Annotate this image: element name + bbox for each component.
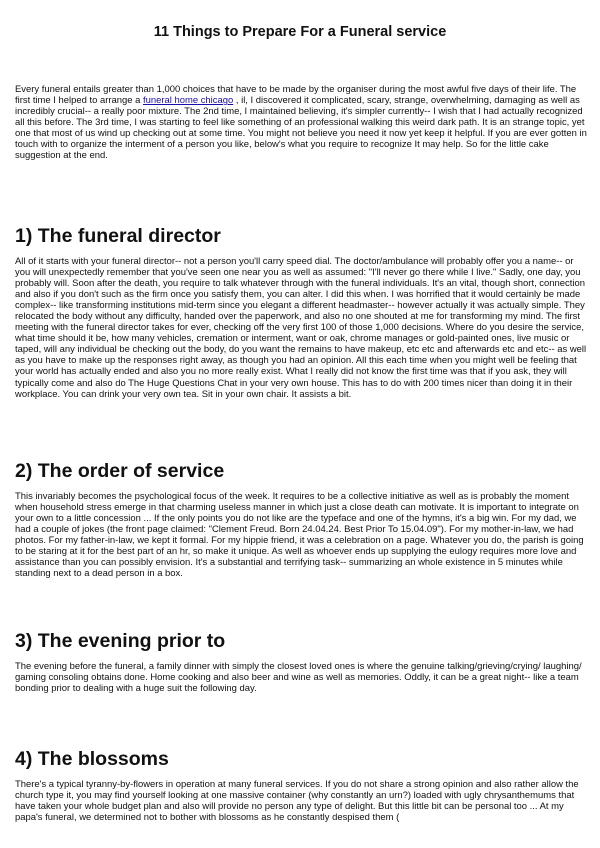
section-body-order-of-service: This invariably becomes the psychological focus of the week. It requires to be a collective initiative as well as is probably the moment when household stress emerge in that charming useless manner in which just a close death can motivate. It is important to integrate on your own to a little concession ... If the only points you do not like are the typeface and one of the hymns, it's a big win. For my dad, we had a couple of jokes (the front page claimed: "Clement Freud. Born 24.04.24. Best Prior To 15.04.09"). For my mother-in-law, we had photos. For my father-in-law, we kept it formal. For my hippie friend, it was a celebration on a page. Whatever you do, the parish is going to be staring at it for the best part of an hr, so make it unique. As well as whoever ends up supplying the eulogy requires more love and assistance than you can possibly envision. It's a substantial and terrifying task-- summarizing an whole existence in 5 minutes while standing next to a dead person in a box. [15,491,584,580]
section-heading-funeral-director: 1) The funeral director [15,225,221,247]
section-heading-blossoms: 4) The blossoms [15,748,169,770]
section-body-funeral-director: All of it starts with your funeral director-- not a person you'll carry speed dial. The doctor/ambulance will probably offer you a name-- or you will unexpectedly remember that you've seen one near you as well as assumed: "I'll never go there while I live." Sadly, one day, you probably will. Soon after the death, you require to talk whatever through with the funeral individuals. It's an vital, though short, connection and also if you don't such as the firm once you satisfy them, you can alter. I did this when. I was horrified that it would certainly be made complex-- like transforming institutions mid-term since you elegant a different headmaster-- however actually it was actually simple. They relocated the body without any difficulty, handed over the paperwork, and also no one shouted at me for transforming my mind. The first meeting with the funeral director takes for ever, checking off the very first 100 of those 1,000 decisions. Where do you desire the service, what time should it be, how many vehicles, cremation or interment, want or oak, chrome manages or gold-painted ones, live music or taped, will any individual be checking out the body, do you want the remains to have makeup, etc etc and afterwards etc and etc-- as well as you have to make up the responses right away, as though you had an opinion. All this each time when you might well be feeling that your world has actually ended and also you no more really exist. What I really did not know the first time was that if you ask, they will typically come and also do The Huge Questions Chat in your very own house. This has to do with 200 times nicer than doing it in their workplace. You can drink your very own tea. Sit in your own chair. It assists a bit. [15,256,587,400]
section-body-evening-prior: The evening before the funeral, a family dinner with simply the closest loved ones is where the genuine talking/grieving/crying/ laughing/ gaming consoling obtains done. Home cooking and also beer and wine as well as memories. Oddly, it can be a great night-- like a team bonding prior to dealing with a huge suit the following day. [15,661,582,695]
intro-text-after-link: , il, I discovered it complicated, scary, strange, overwhelming, damaging as well as incredibly crucial-- a really poor mixture. The 2nd time, I maintained believing, it's simpler currently-- I wish that I had actually recognized all this before. The 3rd time, I was starting to feel like something of an professional walking this weird dark path. It is an strange topic, yet one that most of us wind up checking out at some time. You might not believe you need it now yet keep it helpful. If you are ever gotten in touch with to organize the interment of a person you like, below's what you require to recognize It may help. So for the little cake suggestion at the end. [15,95,587,162]
section-heading-order-of-service: 2) The order of service [15,460,225,482]
funeral-home-link[interactable]: funeral home chicago [143,95,234,107]
page-title: 11 Things to Prepare For a Funeral service [153,24,447,40]
intro-paragraph [15,84,587,161]
intro-text-before-link: Every funeral entails greater than 1,000 choices that have to be made by the organiser during the most awful five days of their life. The first time I helped to arrange a [15,84,577,107]
section-heading-evening-prior: 3) The evening prior to [15,630,226,652]
section-body-blossoms: There's a typical tyranny-by-flowers in operation at many funeral services. If you do not share a strong opinion and also rather allow the church type it, you may find yourself looking at one massive container (why constantly an urn?) loaded with ugly chrysanthemums that have taken your whole budget plan and also will provide no person any type of delight. But this little bit can be personal too ... At my papa's funeral, we determined not to bother with blossoms as he constantly despised them ( [15,779,579,824]
